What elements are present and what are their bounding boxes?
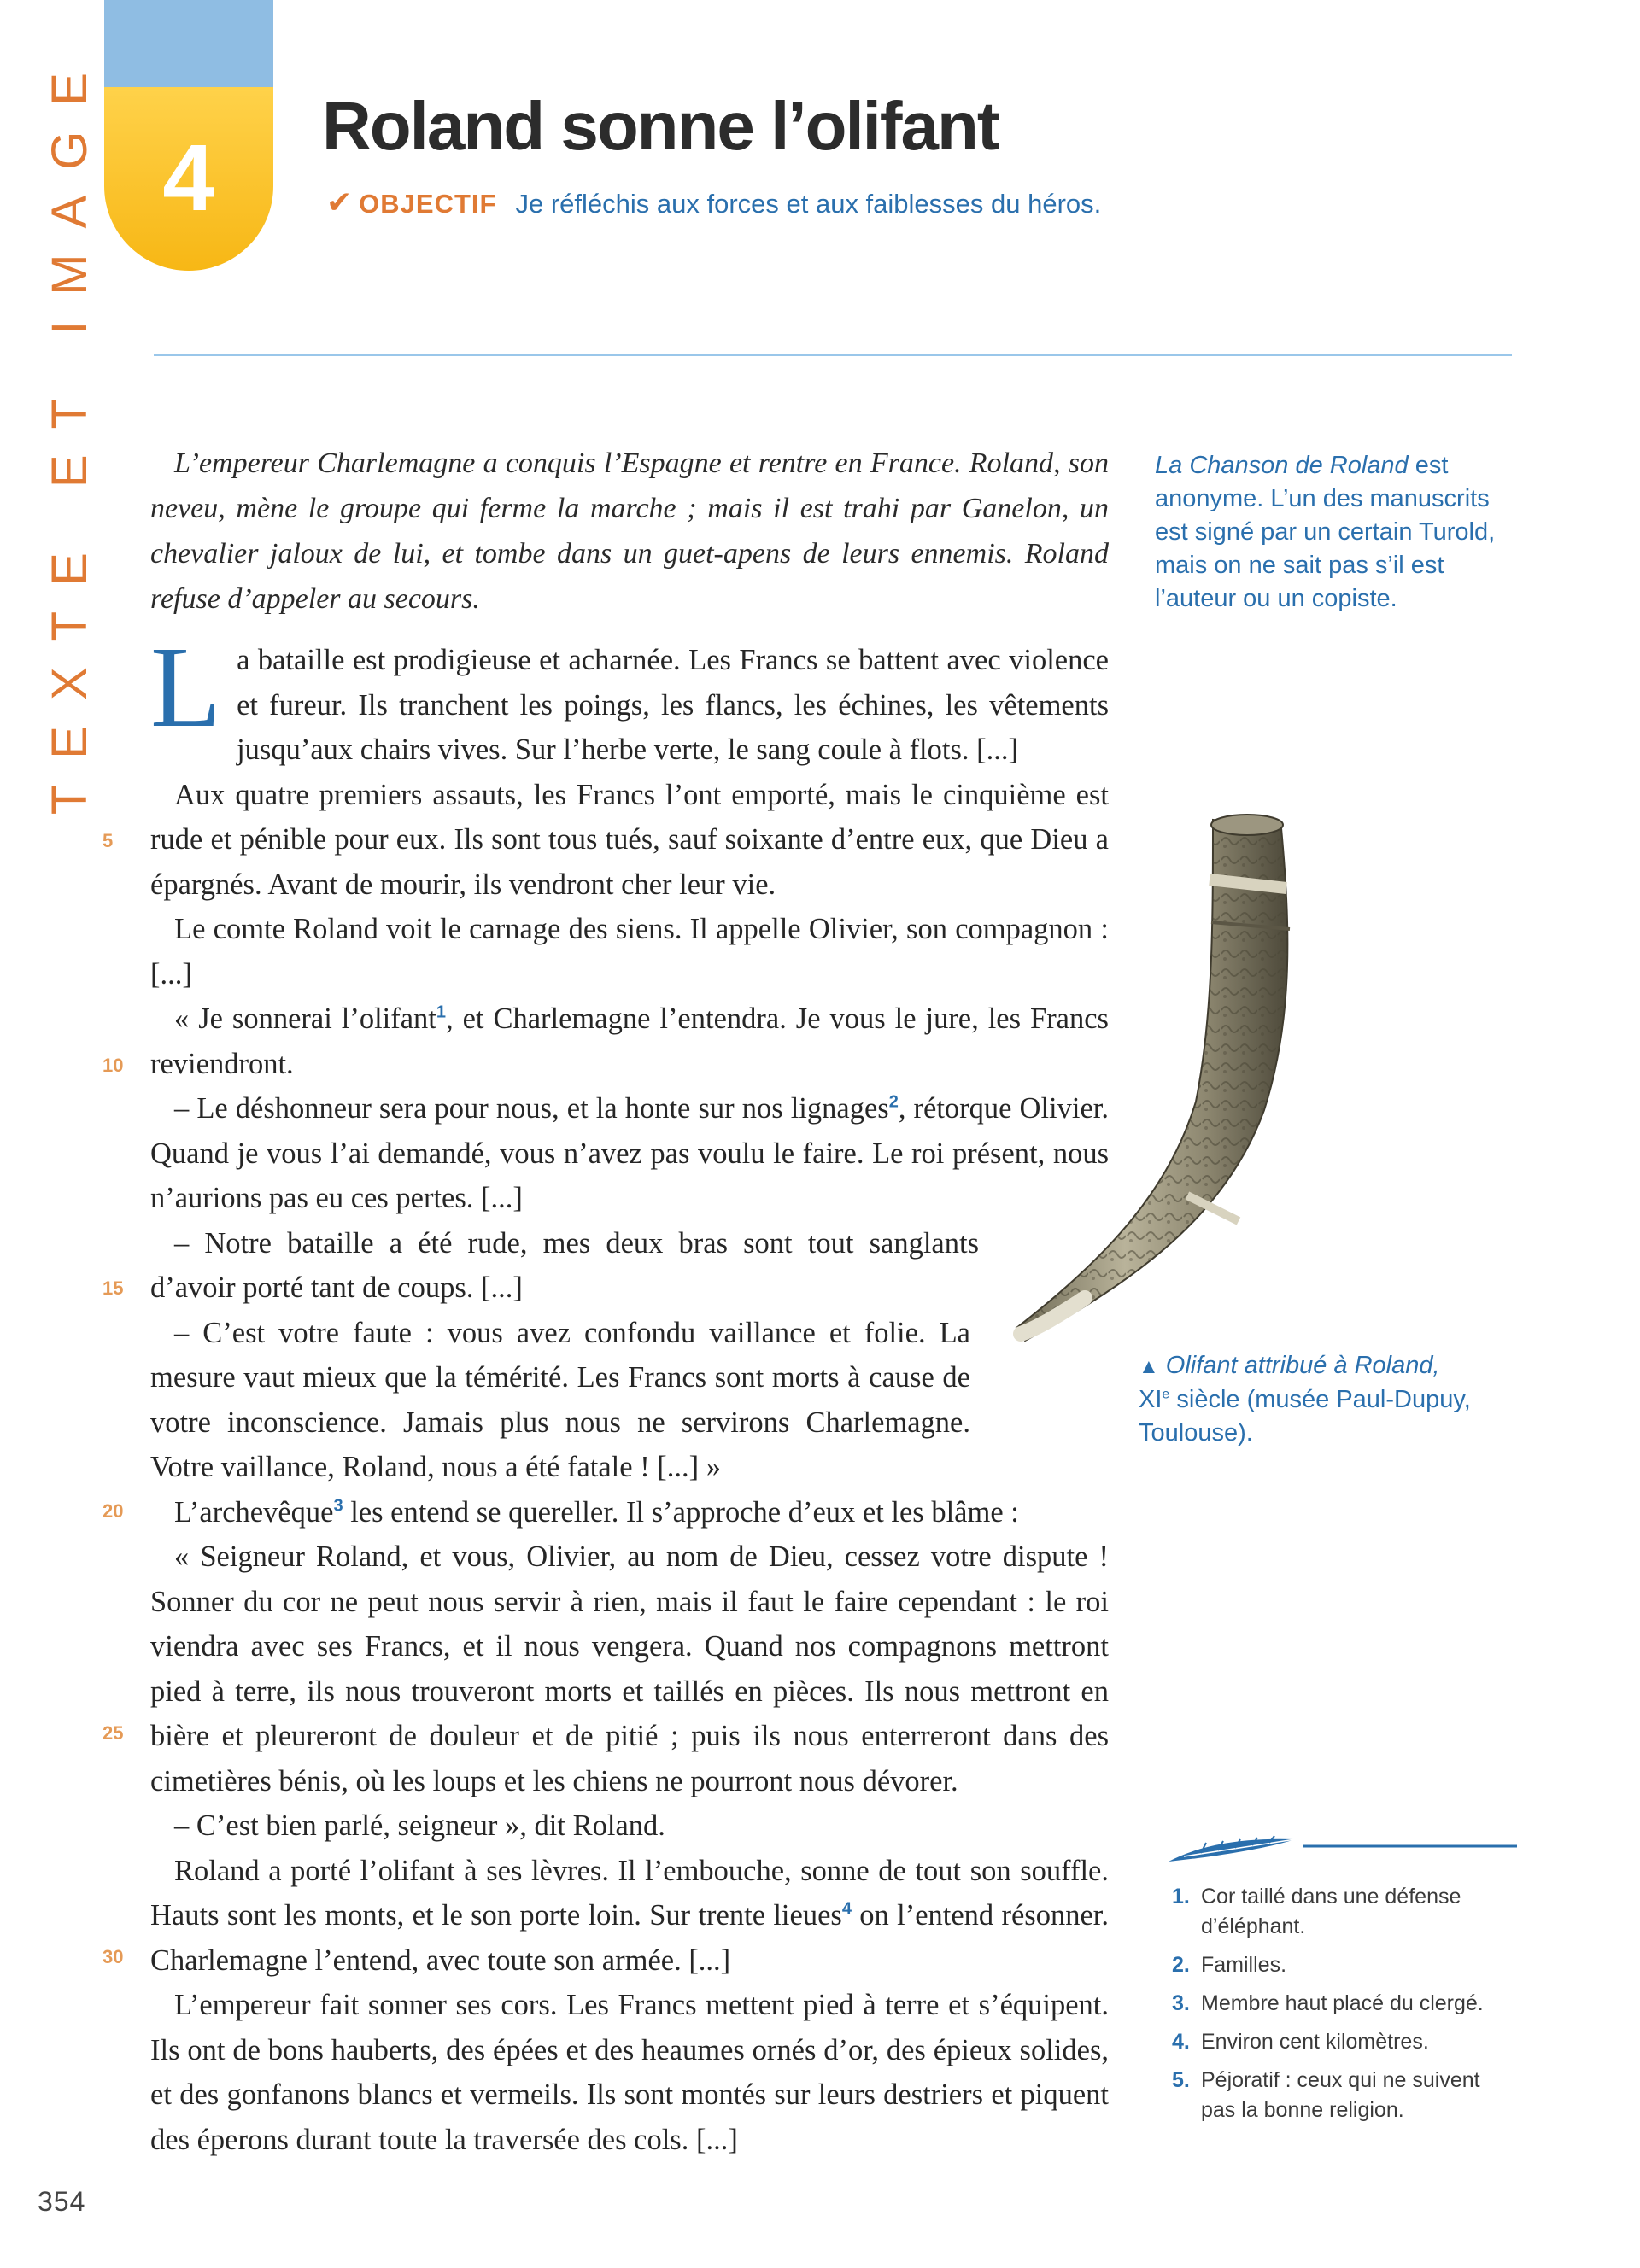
paragraph: – Le déshonneur sera pour nous, et la honte sur nos lignages$^2$, rétorque Olivier. Quand je vous l’ai demandé, vous n’avez pas voulu le faire. Le roi présent, nous n’aurions pas eu ces pertes. [...] [150,1092,1110,1214]
intro-paragraph: L’empereur Charlemagne a conquis l’Espagne et rentre en France. Roland, son neveu, mène le groupe qui ferme la marche ; mais il est trahi par Ganelon, un chevalier jaloux de lui, et tombe dans un guet-apens de leurs ennemis. Roland refuse d’appeler au secours. [150,447,1109,615]
paragraph: – Notre bataille a été rude, mes deux bras sont tout sanglants d’avoir porté tant de coups. [...] [150,1226,979,1304]
check-icon: ✔ [326,184,353,219]
footnote-ref-3: 3 [333,1496,343,1515]
line-number: 25 [102,1722,124,1744]
line-number: 10 [102,1055,124,1076]
footnote: 5. Péjoratif : ceux qui ne suivent pas la bonne religion. [1172,2068,1480,2122]
paragraph: Le comte Roland voit le carnage des siens. Il appelle Olivier, son compagnon : [...] [150,913,1109,991]
margin-note-text: est anonyme. L’un des manuscrits est signé par un certain Turold, mais on ne sait pas s’il est l’auteur ou un copiste. [1155,452,1496,612]
paragraph: La bataille est prodigieuse et acharnée. Les Francs se battent avec violence et fureur. Ils tranchent les poings, les flancs, les échines, les vêtements jusqu’aux chairs vives. Sur l’herbe verte, le sang coule à flots. [...] [150,623,1109,766]
paragraph: – C’est votre faute : vous avez confondu vaillance et folie. La mesure vaut mieux que la témérité. Les Francs sont morts à cause de votre inconscience. Jamais plus nous ne servirons Charlemagne. Votre vaillance, Roland, nous a été fatale ! [...] » [150,1316,970,1483]
footnotes [1172,1882,1514,2134]
line-number: 30 [102,1946,124,1967]
objective [326,184,1101,220]
triangle-up-icon: ▲ [1139,1355,1159,1378]
drop-cap: L [150,623,222,751]
image-caption: ▲ Olifant attribué à Roland, XIe siècle (musée Paul-Dupuy, Toulouse). [1139,1352,1471,1447]
footnote-ref-4: 4 [841,1899,852,1919]
paragraph: Aux quatre premiers assauts, les Francs l’ont emporté, mais le cinquième est rude et pénible pour eux. Ils sont tous tués, sauf soixante d’entre eux, que Dieu a épargnés. Avant de mourir, ils vendront cher leur vie. [150,778,1109,901]
work-title: La Chanson de Roland [1155,452,1409,479]
margin-note [1155,449,1514,616]
section-label: TEXTE ET IMAGE [42,47,97,815]
objective-text: Je réfléchis aux forces et aux faiblesses du héros. [515,189,1102,219]
footnote: 4. Environ cent kilomètres. [1172,2030,1429,2054]
line-number: 15 [102,1277,124,1299]
footnote: 1. Cor taillé dans une défense d’éléphant. [1172,1885,1461,1938]
line-number: 5 [102,830,114,851]
line-number: 20 [102,1500,124,1522]
footnote-ref-2: 2 [888,1092,899,1112]
footnote: 2. Familles. [1172,1953,1287,1977]
paragraph: Roland a porté l’olifant à ses lèvres. Il l’embouche, sonne de tout son souffle. Hauts sont les monts, et le son porte loin. Sur trente lieues$^4$ on l’entend résonner. Charlemagne l’entend, avec toute son armée. [...] [150,1854,1109,1977]
footnote-ref-1: 1 [436,1002,447,1022]
olifant-image [957,794,1418,1383]
lesson-number: 4 [162,126,215,231]
paragraph: L’archevêque$^3$ les entend se quereller. Il s’approche d’eux et les blâme : [174,1495,1019,1529]
paragraph: – C’est bien parlé, seigneur », dit Roland. [174,1809,665,1842]
horn-icon [957,794,1418,1383]
paragraph: « Je sonnerai l’olifant$^1$, et Charlemagne l’entendra. Je vous le jure, les Francs reviendront. [150,1002,1109,1080]
feather-icon [1167,1827,1517,1870]
footnote: 3. Membre haut placé du clergé. [1172,1991,1484,2015]
page-title: Roland sonne l’olifant [322,88,999,164]
lesson-number-badge [104,87,273,271]
header-divider [154,354,1512,356]
objective-label: OBJECTIF [359,189,497,219]
paragraph: L’empereur fait sonner ses cors. Les Francs mettent pied à terre et s’équipent. Ils ont de bons hauberts, des épées et des heaumes ornés d’or, des épieux solides, et des gonfanons blancs et vermeils. Ils sont montés sur leurs destriers et piquent des éperons durant toute la traversée des cols. [...] [150,1989,1109,2156]
paragraph: « Seigneur Roland, et vous, Olivier, au nom de Dieu, cessez votre dispute ! Sonner du cor ne peut nous servir à rien, mais il faut le faire cependant : le roi viendra avec ses Francs, et il nous vengera. Quand nos compagnons mettront pied à terre, ils nous trouveront morts et taillés en pièces. Ils nous mettront en bière et pleureront de douleur et de pitié ; puis ils nous enterreront dans des cimetières bénis, où les loups et les chiens ne pourront nous dévorer. [150,1540,1109,1797]
page-number: 354 [38,2186,86,2217]
